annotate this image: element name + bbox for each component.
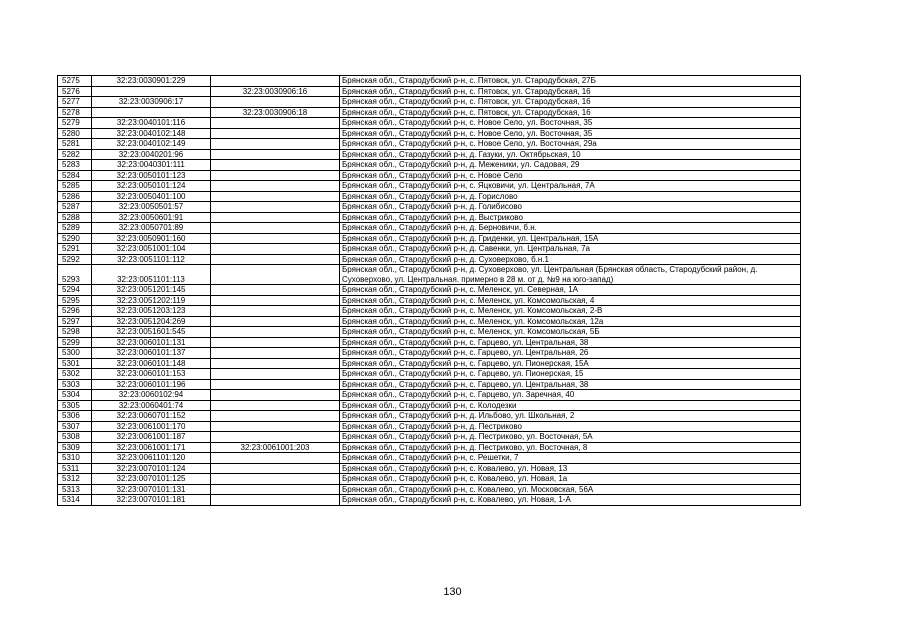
row-number: 5294 (58, 285, 92, 296)
table-row (58, 337, 801, 348)
row-number: 5303 (58, 379, 92, 390)
previous-cadastral-number (211, 379, 340, 390)
cadastral-number: 32:23:0030901:229 (92, 76, 211, 87)
address: Брянская обл., Стародубский р-н, с. Новое Село, ул. Восточная, 29а (340, 139, 801, 150)
previous-cadastral-number (211, 484, 340, 495)
row-number: 5292 (58, 254, 92, 265)
address: Брянская обл., Стародубский р-н, д. Горислово (340, 191, 801, 202)
cadastral-number: 32:23:0040301:111 (92, 160, 211, 171)
row-number: 5300 (58, 348, 92, 359)
table-row (58, 432, 801, 443)
previous-cadastral-number (211, 411, 340, 422)
address: Брянская обл., Стародубский р-н, с. Гарцево, ул. Заречная, 40 (340, 390, 801, 401)
table-row (58, 400, 801, 411)
address: Брянская обл., Стародубский р-н, с. Новое Село (340, 170, 801, 181)
table-row (58, 421, 801, 432)
table-row (58, 453, 801, 464)
row-number: 5293 (58, 265, 92, 285)
cadastral-number: 32:23:0070101:124 (92, 463, 211, 474)
previous-cadastral-number: 32:23:0030906:16 (211, 86, 340, 97)
address: Брянская обл., Стародубский р-н, д. Выстриково (340, 212, 801, 223)
row-number: 5284 (58, 170, 92, 181)
cadastral-number: 32:23:0060101:148 (92, 358, 211, 369)
table-row (58, 442, 801, 453)
row-number: 5306 (58, 411, 92, 422)
address: Брянская обл., Стародубский р-н, с. Пятовск, ул. Стародубская, 16 (340, 107, 801, 118)
address: Брянская обл., Стародубский р-н, с. Гарцево, ул. Пионерская, 15 (340, 369, 801, 380)
row-number: 5295 (58, 295, 92, 306)
row-number: 5287 (58, 202, 92, 213)
table-row (58, 411, 801, 422)
previous-cadastral-number (211, 348, 340, 359)
previous-cadastral-number (211, 97, 340, 108)
address: Брянская обл., Стародубский р-н, д. Пестриково (340, 421, 801, 432)
previous-cadastral-number (211, 244, 340, 255)
table-row (58, 348, 801, 359)
previous-cadastral-number (211, 202, 340, 213)
cadastral-number: 32:23:0050701:89 (92, 223, 211, 234)
table-row (58, 170, 801, 181)
row-number: 5312 (58, 474, 92, 485)
cadastral-number: 32:23:0050401:100 (92, 191, 211, 202)
table-row (58, 149, 801, 160)
row-number: 5288 (58, 212, 92, 223)
row-number: 5310 (58, 453, 92, 464)
row-number: 5290 (58, 233, 92, 244)
table-row (58, 390, 801, 401)
row-number: 5309 (58, 442, 92, 453)
cadastral-number: 32:23:0051101:113 (92, 265, 211, 285)
table-row (58, 181, 801, 192)
cadastral-number: 32:23:0040101:116 (92, 118, 211, 129)
table-row (58, 495, 801, 506)
previous-cadastral-number (211, 495, 340, 506)
address: Брянская обл., Стародубский р-н, д. Газуки, ул. Октябрьская, 10 (340, 149, 801, 160)
previous-cadastral-number (211, 316, 340, 327)
row-number: 5283 (58, 160, 92, 171)
previous-cadastral-number (211, 170, 340, 181)
previous-cadastral-number (211, 295, 340, 306)
previous-cadastral-number (211, 463, 340, 474)
address: Брянская обл., Стародубский р-н, д. Суховерхово, ул. Центральная (Брянская область, Стародубский район, д. Суховерхово, ул. Центральная. примерно в 28 м. от д. №9 на юго-запад) (340, 265, 801, 285)
cadastral-number: 32:23:0040201:96 (92, 149, 211, 160)
address: Брянская обл., Стародубский р-н, д. Берновичи, б.н. (340, 223, 801, 234)
previous-cadastral-number (211, 149, 340, 160)
row-number: 5314 (58, 495, 92, 506)
row-number: 5304 (58, 390, 92, 401)
address: Брянская обл., Стародубский р-н, д. Пестриково, ул. Восточная, 5А (340, 432, 801, 443)
cadastral-number: 32:23:0060101:137 (92, 348, 211, 359)
cadastral-number: 32:23:0060701:152 (92, 411, 211, 422)
cadastral-number: 32:23:0051101:112 (92, 254, 211, 265)
previous-cadastral-number (211, 265, 340, 285)
previous-cadastral-number (211, 306, 340, 317)
table-row (58, 118, 801, 129)
address: Брянская обл., Стародубский р-н, с. Колодезки (340, 400, 801, 411)
previous-cadastral-number (211, 181, 340, 192)
table-row (58, 463, 801, 474)
address: Брянская обл., Стародубский р-н, с. Меленск, ул. Комсомольская, 2-В (340, 306, 801, 317)
previous-cadastral-number (211, 128, 340, 139)
table-row (58, 233, 801, 244)
table-row (58, 484, 801, 495)
table-row (58, 160, 801, 171)
address: Брянская обл., Стародубский р-н, с. Ковалево, ул. Московская, 56А (340, 484, 801, 495)
cadastral-number (92, 86, 211, 97)
table-row (58, 86, 801, 97)
row-number: 5311 (58, 463, 92, 474)
table-row (58, 107, 801, 118)
address: Брянская обл., Стародубский р-н, д. Савенки, ул. Центральная, 7а (340, 244, 801, 255)
table-row (58, 139, 801, 150)
previous-cadastral-number: 32:23:0061001:203 (211, 442, 340, 453)
cadastral-number: 32:23:0040102:148 (92, 128, 211, 139)
cadastral-table (57, 75, 801, 506)
table-row (58, 358, 801, 369)
table-row (58, 265, 801, 285)
address: Брянская обл., Стародубский р-н, с. Новое Село, ул. Восточная, 35 (340, 118, 801, 129)
row-number: 5291 (58, 244, 92, 255)
row-number: 5302 (58, 369, 92, 380)
address: Брянская обл., Стародубский р-н, с. Гарцево, ул. Центральная, 38 (340, 379, 801, 390)
previous-cadastral-number (211, 421, 340, 432)
cadastral-number: 32:23:0051204:269 (92, 316, 211, 327)
cadastral-number: 32:23:0050101:123 (92, 170, 211, 181)
row-number: 5282 (58, 149, 92, 160)
table-row (58, 223, 801, 234)
address: Брянская обл., Стародубский р-н, с. Пятовск, ул. Стародубская, 27Б (340, 76, 801, 87)
address: Брянская обл., Стародубский р-н, д. Меженики, ул. Садовая, 29 (340, 160, 801, 171)
address: Брянская обл., Стародубский р-н, с. Меленск, ул. Комсомольская, 4 (340, 295, 801, 306)
row-number: 5305 (58, 400, 92, 411)
row-number: 5280 (58, 128, 92, 139)
previous-cadastral-number (211, 432, 340, 443)
cadastral-number: 32:23:0061101:120 (92, 453, 211, 464)
table-row (58, 254, 801, 265)
row-number: 5277 (58, 97, 92, 108)
previous-cadastral-number (211, 254, 340, 265)
cadastral-number: 32:23:0051601:545 (92, 327, 211, 338)
row-number: 5278 (58, 107, 92, 118)
previous-cadastral-number (211, 76, 340, 87)
address: Брянская обл., Стародубский р-н, с. Ковалево, ул. Новая, 1-А (340, 495, 801, 506)
previous-cadastral-number (211, 453, 340, 464)
table-row (58, 285, 801, 296)
address: Брянская обл., Стародубский р-н, с. Решетки, 7 (340, 453, 801, 464)
row-number: 5285 (58, 181, 92, 192)
row-number: 5299 (58, 337, 92, 348)
previous-cadastral-number (211, 474, 340, 485)
cadastral-number: 32:23:0061001:171 (92, 442, 211, 453)
address: Брянская обл., Стародубский р-н, с. Меленск, ул. Северная, 1А (340, 285, 801, 296)
cadastral-number: 32:23:0050901:160 (92, 233, 211, 244)
previous-cadastral-number (211, 358, 340, 369)
table-row (58, 379, 801, 390)
cadastral-number: 32:23:0060101:131 (92, 337, 211, 348)
table-row (58, 474, 801, 485)
previous-cadastral-number (211, 160, 340, 171)
previous-cadastral-number (211, 191, 340, 202)
table-row (58, 327, 801, 338)
cadastral-number: 32:23:0050601:91 (92, 212, 211, 223)
previous-cadastral-number (211, 233, 340, 244)
cadastral-number: 32:23:0051202:119 (92, 295, 211, 306)
cadastral-number: 32:23:0050101:124 (92, 181, 211, 192)
row-number: 5313 (58, 484, 92, 495)
row-number: 5296 (58, 306, 92, 317)
address: Брянская обл., Стародубский р-н, с. Гарцево, ул. Центральная, 26 (340, 348, 801, 359)
address: Брянская обл., Стародубский р-н, с. Меленск, ул. Комсомольская, 12а (340, 316, 801, 327)
table-row (58, 244, 801, 255)
table-row (58, 295, 801, 306)
table-row (58, 97, 801, 108)
table-row (58, 191, 801, 202)
address: Брянская обл., Стародубский р-н, д. Пестриково, ул. Восточная, 8 (340, 442, 801, 453)
address: Брянская обл., Стародубский р-н, с. Ковалево, ул. Новая, 13 (340, 463, 801, 474)
cadastral-number: 32:23:0070101:181 (92, 495, 211, 506)
address: Брянская обл., Стародубский р-н, с. Ковалево, ул. Новая, 1а (340, 474, 801, 485)
cadastral-number: 32:23:0040102:149 (92, 139, 211, 150)
address: Брянская обл., Стародубский р-н, с. Пятовск, ул. Стародубская, 16 (340, 97, 801, 108)
previous-cadastral-number (211, 118, 340, 129)
previous-cadastral-number (211, 212, 340, 223)
cadastral-number: 32:23:0070101:125 (92, 474, 211, 485)
previous-cadastral-number (211, 285, 340, 296)
row-number: 5279 (58, 118, 92, 129)
row-number: 5289 (58, 223, 92, 234)
address: Брянская обл., Стародубский р-н, с. Гарцево, ул. Центральная, 38 (340, 337, 801, 348)
cadastral-number: 32:23:0060101:196 (92, 379, 211, 390)
previous-cadastral-number (211, 337, 340, 348)
cadastral-number: 32:23:0060101:153 (92, 369, 211, 380)
previous-cadastral-number (211, 390, 340, 401)
address: Брянская обл., Стародубский р-н, с. Яцковичи, ул. Центральная, 7А (340, 181, 801, 192)
address: Брянская обл., Стародубский р-н, д. Суховерхово, б.н.1 (340, 254, 801, 265)
previous-cadastral-number (211, 327, 340, 338)
previous-cadastral-number (211, 139, 340, 150)
table-row (58, 212, 801, 223)
page-number: 130 (443, 586, 462, 598)
cadastral-number: 32:23:0070101:131 (92, 484, 211, 495)
cadastral-number: 32:23:0050501:57 (92, 202, 211, 213)
cadastral-number: 32:23:0051201:145 (92, 285, 211, 296)
cadastral-number: 32:23:0060401:74 (92, 400, 211, 411)
previous-cadastral-number: 32:23:0030906:18 (211, 107, 340, 118)
address: Брянская обл., Стародубский р-н, д. Гриденки, ул. Центральная, 15А (340, 233, 801, 244)
address: Брянская обл., Стародубский р-н, с. Пятовск, ул. Стародубская, 16 (340, 86, 801, 97)
row-number: 5307 (58, 421, 92, 432)
cadastral-number: 32:23:0030906:17 (92, 97, 211, 108)
cadastral-number: 32:23:0060102:94 (92, 390, 211, 401)
address: Брянская обл., Стародубский р-н, д. Голибисово (340, 202, 801, 213)
row-number: 5297 (58, 316, 92, 327)
address: Брянская обл., Стародубский р-н, с. Новое Село, ул. Восточная, 35 (340, 128, 801, 139)
row-number: 5308 (58, 432, 92, 443)
cadastral-number: 32:23:0061001:170 (92, 421, 211, 432)
row-number: 5298 (58, 327, 92, 338)
row-number: 5281 (58, 139, 92, 150)
previous-cadastral-number (211, 369, 340, 380)
row-number: 5301 (58, 358, 92, 369)
row-number: 5276 (58, 86, 92, 97)
table-row (58, 316, 801, 327)
address: Брянская обл., Стародубский р-н, с. Гарцево, ул. Пионерская, 15А (340, 358, 801, 369)
row-number: 5275 (58, 76, 92, 87)
table-row (58, 76, 801, 87)
table-row (58, 306, 801, 317)
address: Брянская обл., Стародубский р-н, с. Меленск, ул. Комсомольская, 5Б (340, 327, 801, 338)
cadastral-number: 32:23:0061001:187 (92, 432, 211, 443)
cadastral-number: 32:23:0051203:123 (92, 306, 211, 317)
table-row (58, 369, 801, 380)
address: Брянская обл., Стародубский р-н, д. Ильбово, ул. Школьная, 2 (340, 411, 801, 422)
cadastral-number: 32:23:0051001:104 (92, 244, 211, 255)
cadastral-number (92, 107, 211, 118)
row-number: 5286 (58, 191, 92, 202)
table-row (58, 128, 801, 139)
previous-cadastral-number (211, 400, 340, 411)
table-row (58, 202, 801, 213)
previous-cadastral-number (211, 223, 340, 234)
